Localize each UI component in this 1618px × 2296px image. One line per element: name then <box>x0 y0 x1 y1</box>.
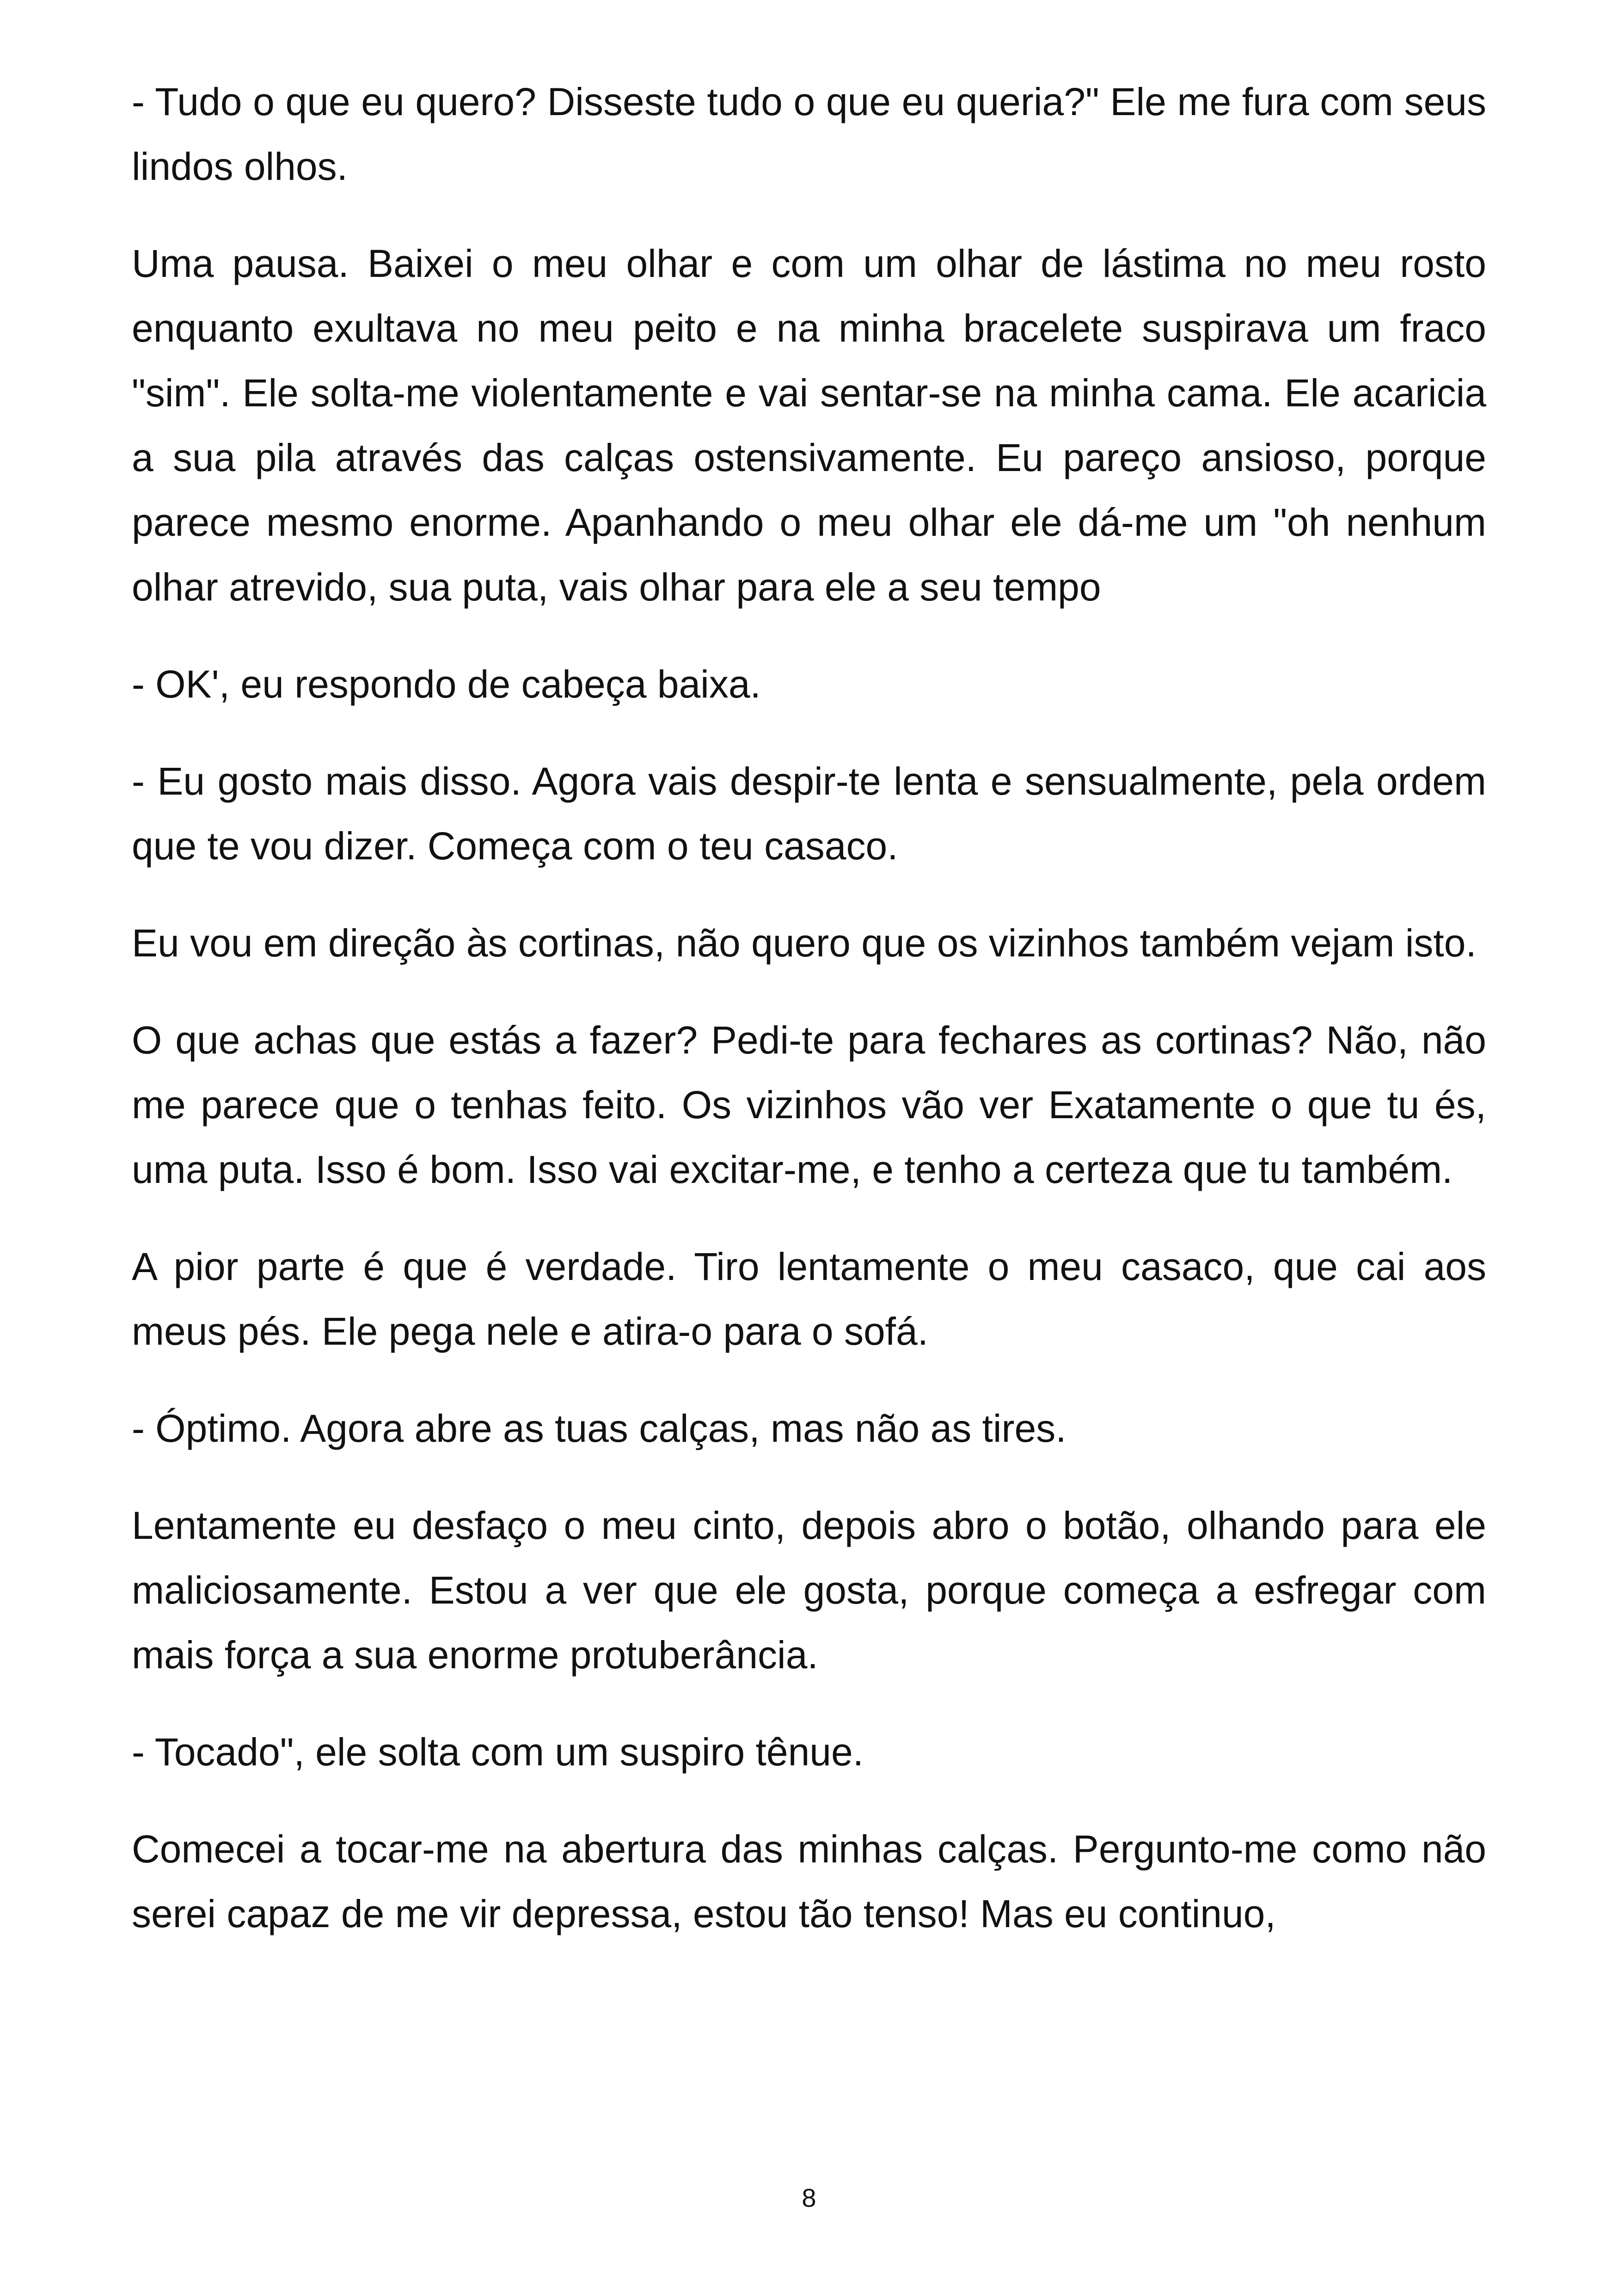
paragraph-2: Uma pausa. Baixei o meu olhar e com um olhar de lástima no meu rosto enquanto exultava no meu peito e na minha bracelete suspirava um fraco "sim". Ele solta-me violentamente e vai sentar-se na minha cama. Ele acaricia a sua pila através das calças ostensivamente. Eu pareço ansioso, porque parece mesmo enorme. Apanhando o meu olhar ele dá-me um "oh nenhum olhar atrevido, sua puta, vais olhar para ele a seu tempo <box>132 242 1486 609</box>
page-number: 8 <box>802 2183 816 2212</box>
paragraph-1: - Tudo o que eu quero? Disseste tudo o que eu queria?" Ele me fura com seus lindos olhos. <box>132 80 1486 188</box>
paragraph-10: - Tocado", ele solta com um suspiro tênue. <box>132 1730 864 1774</box>
paragraph-8: - Óptimo. Agora abre as tuas calças, mas não as tires. <box>132 1407 1066 1450</box>
body-text <box>132 69 1486 1978</box>
paragraph-5: Eu vou em direção às cortinas, não quero que os vizinhos também vejam isto. <box>132 921 1477 965</box>
paragraph-4: - Eu gosto mais disso. Agora vais despir-te lenta e sensualmente, pela ordem que te vou dizer. Começa com o teu casaco. <box>132 759 1486 868</box>
paragraph-9: Lentamente eu desfaço o meu cinto, depois abro o botão, olhando para ele maliciosamente. Estou a ver que ele gosta, porque começa a esfregar com mais força a sua enorme protuberância. <box>132 1504 1486 1677</box>
paragraph-6: O que achas que estás a fazer? Pedi-te para fechares as cortinas? Não, não me parece que o tenhas feito. Os vizinhos vão ver Exatamente o que tu és, uma puta. Isso é bom. Isso vai excitar-me, e tenho a certeza que tu também. <box>132 1018 1486 1191</box>
paragraph-3: - OK', eu respondo de cabeça baixa. <box>132 662 761 706</box>
paragraph-11: Comecei a tocar-me na abertura das minhas calças. Pergunto-me como não serei capaz de me vir depressa, estou tão tenso! Mas eu continuo, <box>132 1827 1486 1935</box>
paragraph-7: A pior parte é que é verdade. Tiro lentamente o meu casaco, que cai aos meus pés. Ele pega nele e atira-o para o sofá. <box>132 1245 1486 1353</box>
